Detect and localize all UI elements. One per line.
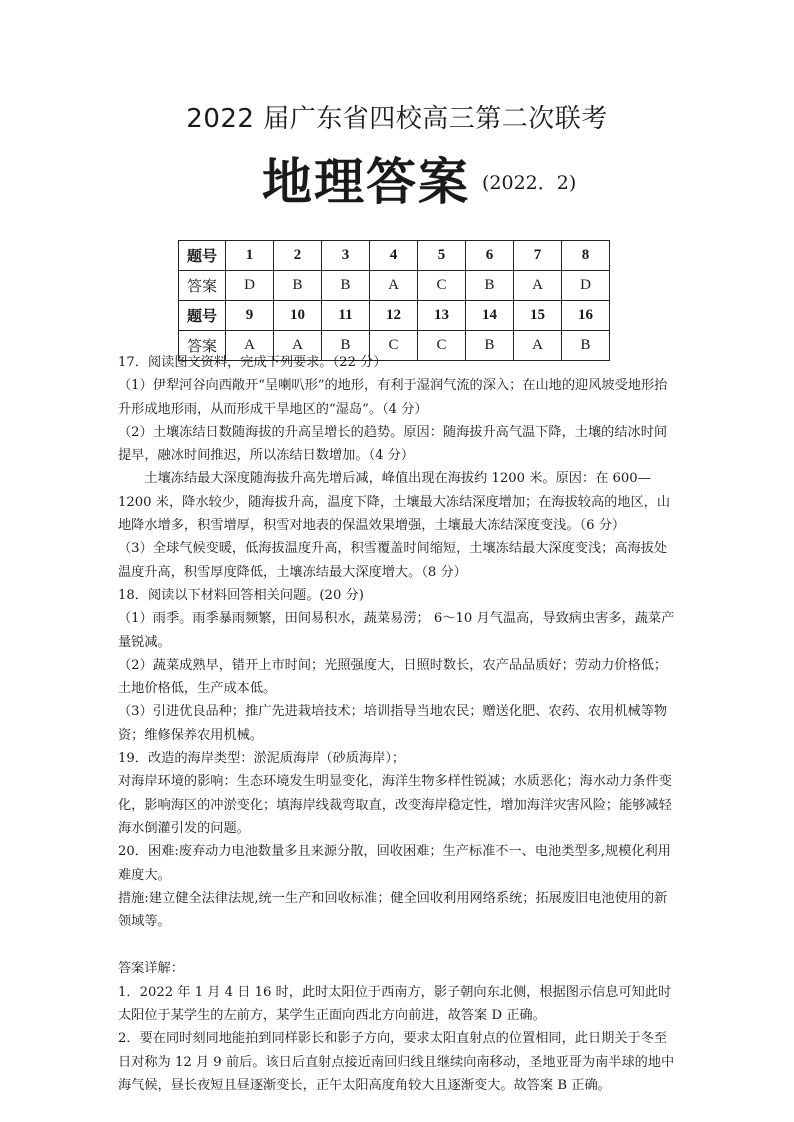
answer-body [118,351,677,1097]
answer-paragraph: （1）雨季。雨季暴雨频繁，田间易积水，蔬菜易涝； 6～10 月气温高，导致病虫害多，蔬菜产量锐减。 [118,611,675,650]
table-cell: B [274,271,322,301]
table-cell: A [274,331,322,361]
spacer [118,933,677,957]
table-cell: A [226,331,274,361]
answer-paragraph: （2）蔬菜成熟早，错开上市时间；光照强度大，日照时数长，农产品品质好；劳动力价格低；土地价格低，生产成本低。 [118,657,668,697]
question-20-answer: 20．困难:废弃动力电池数量多且来源分散，回收困难；生产标准不一、电池类型多,规模化利用难度大。 [118,844,671,883]
table-cell: B [466,271,514,301]
explanation-paragraph: 1．2022 年 1 月 4 日 16 时，此时太阳位于西南方，影子朝向东北侧，根据图示信息可知此时太阳位于某学生的左前方，某学生正面向西北方向前进，故答案 D 正确。 [118,984,672,1024]
answer-paragraph: （3）全球气候变暖，低海拔温度升高，积雪覆盖时间缩短，土壤冻结最大深度变浅；高海拔处温度升高，积雪厚度降低，土壤冻结最大深度增大。（8 分） [118,541,668,580]
table-cell: 15 [514,301,562,331]
answer-paragraph: 对海岸环境的影响：生态环境发生明显变化，海洋生物多样性锐减；水质恶化；海水动力条件变化，影响海区的冲淤变化；填海岸线裁弯取直，改变海岸稳定性，增加海洋灾害风险；能够减轻海水倒灌引发的问题。 [118,774,672,836]
question-number-row [179,241,610,271]
answer-heading: 地理答案 [262,152,470,211]
answer-table [178,240,610,361]
exam-date: (2022．2) [482,172,577,194]
question-18-heading: 18．阅读以下材料回答相关问题。(20 分) [118,587,364,603]
answer-paragraph: 措施:建立健全法律法规,统一生产和回收标准；健全回收利用网络系统；拓展废旧电池使用的新领域等。 [118,890,668,930]
table-cell: B [322,271,370,301]
table-cell: 9 [226,301,274,331]
table-cell: 13 [418,301,466,331]
table-cell: B [562,331,610,361]
answer-paragraph: （3）引进优良品种；推广先进栽培技术；培训指导当地农民；赠送化肥、农药、农用机械等物资；维修保养农用机械。 [118,704,668,743]
table-cell: 16 [562,301,610,331]
table-cell: A [514,331,562,361]
table-cell: B [322,331,370,361]
table-cell: 5 [418,241,466,271]
table-cell: A [514,271,562,301]
table-row-label: 题号 [179,241,226,271]
table-cell: B [466,331,514,361]
table-cell: A [370,271,418,301]
table-row-label: 答案 [179,271,226,301]
table-cell: C [370,331,418,361]
table-cell: 2 [274,241,322,271]
table-cell: 10 [274,301,322,331]
table-cell: 11 [322,301,370,331]
table-cell: D [562,271,610,301]
table-cell: 4 [370,241,418,271]
table-cell: 14 [466,301,514,331]
answer-row [179,271,610,301]
answer-paragraph: （2）土壤冻结日数随海拔的升高呈增长的趋势。原因：随海拔升高气温下降，土壤的结冰时间提早，融冰时间推迟，所以冻结日数增加。（4 分） [118,424,668,464]
question-number-row [179,301,610,331]
table-cell: C [418,331,466,361]
table-row-label: 题号 [179,301,226,331]
question-17-heading: 17．阅读图文资料，完成下列要求。（22 分） [118,355,387,370]
table-cell: D [226,271,274,301]
explanation-heading: 答案详解： [118,961,184,977]
table-cell: 8 [562,241,610,271]
answer-paragraph: （1）伊犁河谷向西敞开“呈喇叭形”的地形，有利于湿润气流的深入；在山地的迎风坡受地形抬升形成地形雨，从而形成干旱地区的“湿岛”。（4 分） [118,378,668,417]
table-cell: 6 [466,241,514,271]
question-19-heading: 19．改造的海岸类型：淤泥质海岸（砂质海岸）； [118,751,406,767]
table-cell: 3 [322,241,370,271]
table-cell: 1 [226,241,274,271]
table-cell: 7 [514,241,562,271]
exam-title: 2022 届广东省四校高三第二次联考 [186,104,608,134]
answer-paragraph: 土壤冻结最大深度随海拔升高先增后减，峰值出现在海拔约 1200 米。原因：在 600—1200 米，降水较少，随海拔升高，温度下降，土壤最大冻结深度增加；在海拔较高的地区，山地降水增多，积雪增厚，积雪对地表的保温效果增强，土壤最大冻结深度变浅。（6 分） [118,471,671,534]
table-cell: C [418,271,466,301]
table-cell: 12 [370,301,418,331]
explanation-paragraph: 2．要在同时刻同地能拍到同样影长和影子方向，要求太阳直射点的位置相同，此日期关于冬至日对称为 12 月 9 前后。该日后直射点接近南回归线且继续向南移动，圣地亚哥为南半球的地中海气候，昼长夜短且昼逐渐变长，正午太阳高度角较大且逐渐变大。故答案 B 正确。 [118,1031,675,1093]
table-row-label: 答案 [179,331,226,361]
